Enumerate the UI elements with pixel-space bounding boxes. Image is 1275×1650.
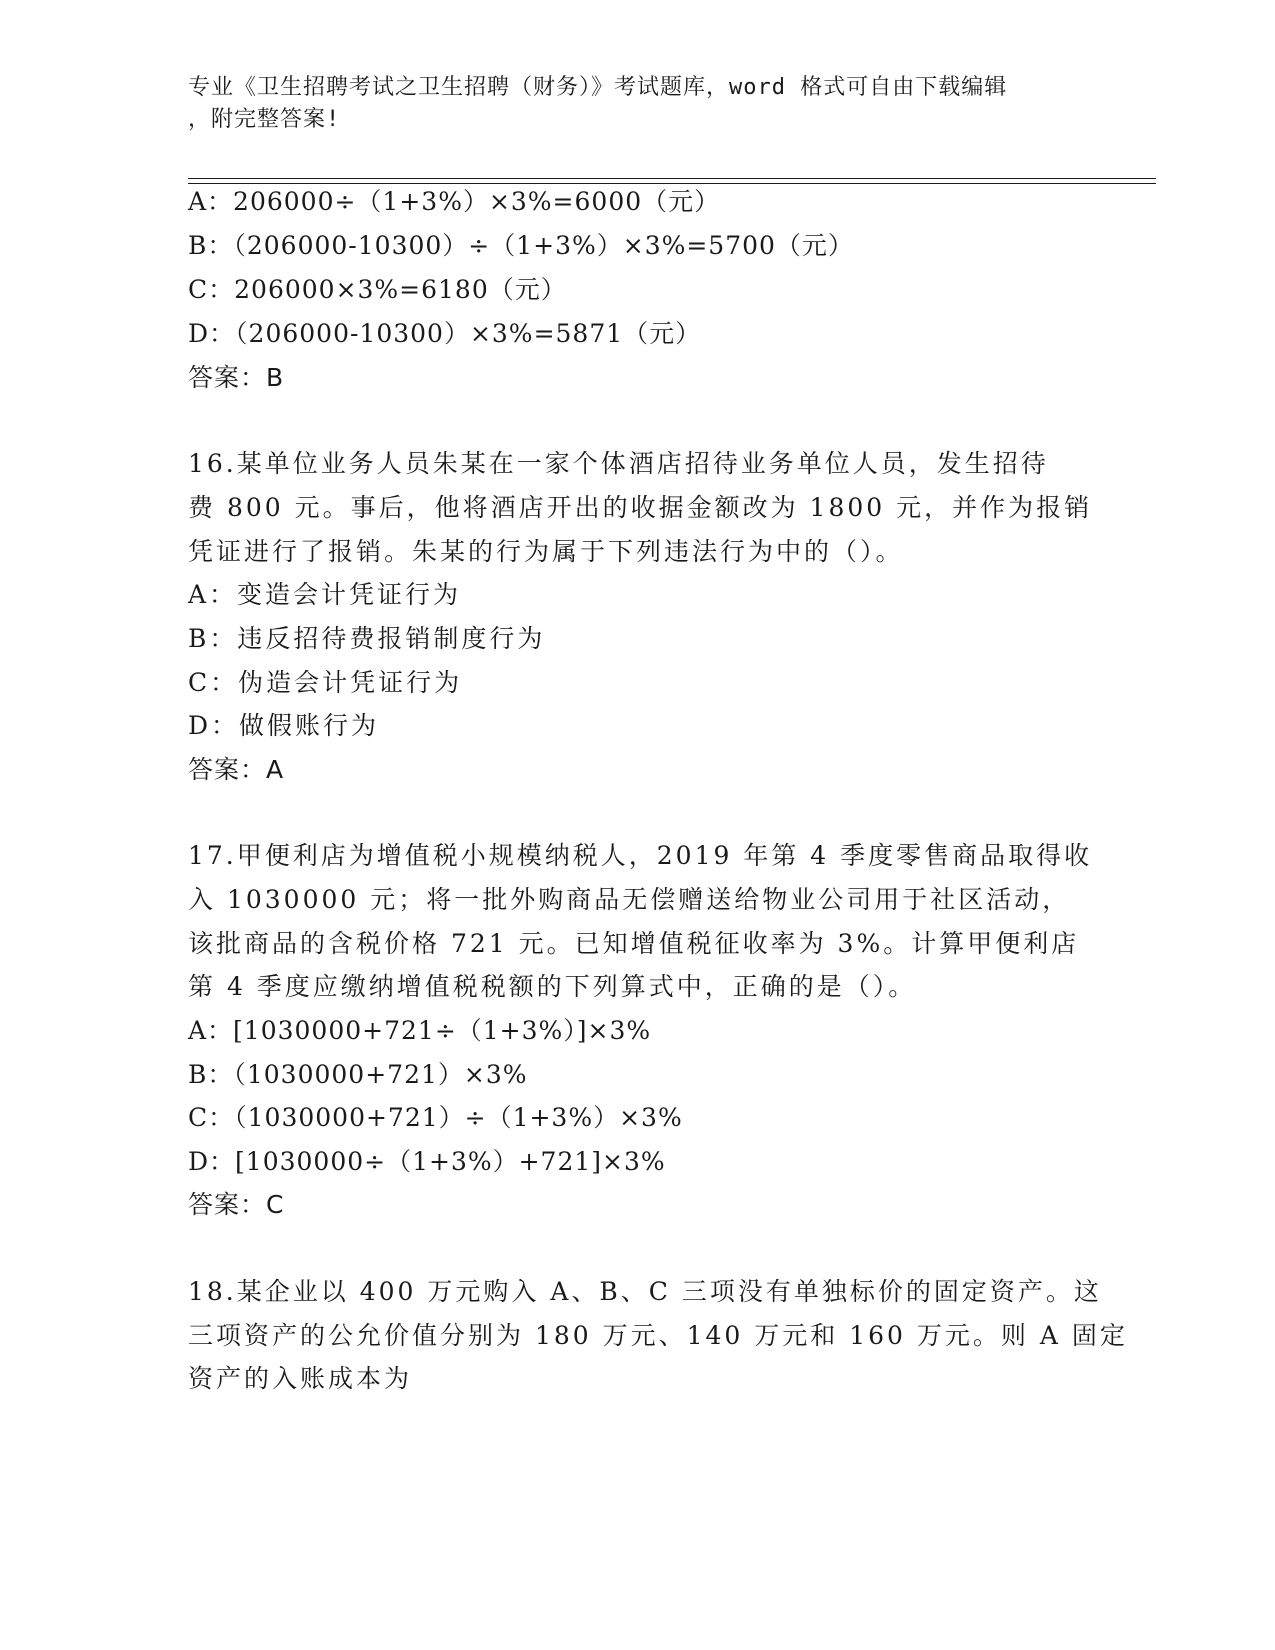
q16-option-d: D：做假账行为 [188, 711, 380, 740]
q16-option-b: B：违反招待费报销制度行为 [188, 624, 546, 653]
q18-stem-line-2: 三项资产的公允价值分别为 180 万元、140 万元和 160 万元。则 A 固定 [188, 1321, 1128, 1350]
q17-option-a: A：[1030000+721÷（1+3%）]×3% [188, 1016, 652, 1045]
q17-option-b: B：（1030000+721）×3% [188, 1060, 528, 1089]
q16-stem-line-3: 凭证进行了报销。朱某的行为属于下列违法行为中的（）。 [188, 537, 904, 566]
header-line-1: 专业《卫生招聘考试之卫生招聘（财务）》考试题库，word 格式可自由下载编辑 [188, 75, 1008, 100]
header-divider-thick [188, 178, 1156, 179]
q17-stem-line-1: 17.甲便利店为增值税小规模纳税人，2019 年第 4 季度零售商品取得收 [188, 841, 1093, 870]
q15-answer: 答案：B [188, 363, 285, 392]
q17-stem-line-3: 该批商品的含税价格 721 元。已知增值税征收率为 3%。计算甲便利店 [188, 929, 1080, 958]
q16-option-a: A：变造会计凭证行为 [188, 580, 462, 609]
header-divider-thin [188, 183, 1156, 184]
q16-stem-line-1: 16.某单位业务人员朱某在一家个体酒店招待业务单位人员，发生招待 [188, 449, 1049, 478]
q17-stem-line-2: 入 1030000 元；将一批外购商品无偿赠送给物业公司用于社区活动， [188, 885, 1071, 914]
q17-stem-line-4: 第 4 季度应缴纳增值税税额的下列算式中，正确的是（）。 [188, 972, 917, 1001]
q17-option-d: D：[1030000÷（1+3%）+721]×3% [188, 1147, 666, 1176]
q16-answer: 答案：A [188, 755, 285, 784]
q16-option-c: C：伪造会计凭证行为 [188, 668, 463, 697]
q18-stem-line-3: 资产的入账成本为 [188, 1364, 413, 1393]
q18-stem-line-1: 18.某企业以 400 万元购入 A、B、C 三项没有单独标价的固定资产。这 [188, 1277, 1102, 1306]
q15-option-b: B：（206000-10300）÷（1+3%）×3%=5700（元） [188, 231, 854, 260]
q15-option-d: D：（206000-10300）×3%=5871（元） [188, 319, 702, 348]
q17-option-c: C：（1030000+721）÷（1+3%）×3% [188, 1103, 683, 1132]
q16-stem-line-2: 费 800 元。事后，他将酒店开出的收据金额改为 1800 元，并作为报销 [188, 493, 1093, 522]
q17-answer: 答案：C [188, 1190, 285, 1219]
document-header [188, 72, 1068, 136]
q15-option-c: C：206000×3%=6180（元） [188, 275, 567, 304]
header-line-2: ，附完整答案! [188, 107, 341, 132]
q15-option-a: A：206000÷（1+3%）×3%=6000（元） [188, 187, 721, 216]
